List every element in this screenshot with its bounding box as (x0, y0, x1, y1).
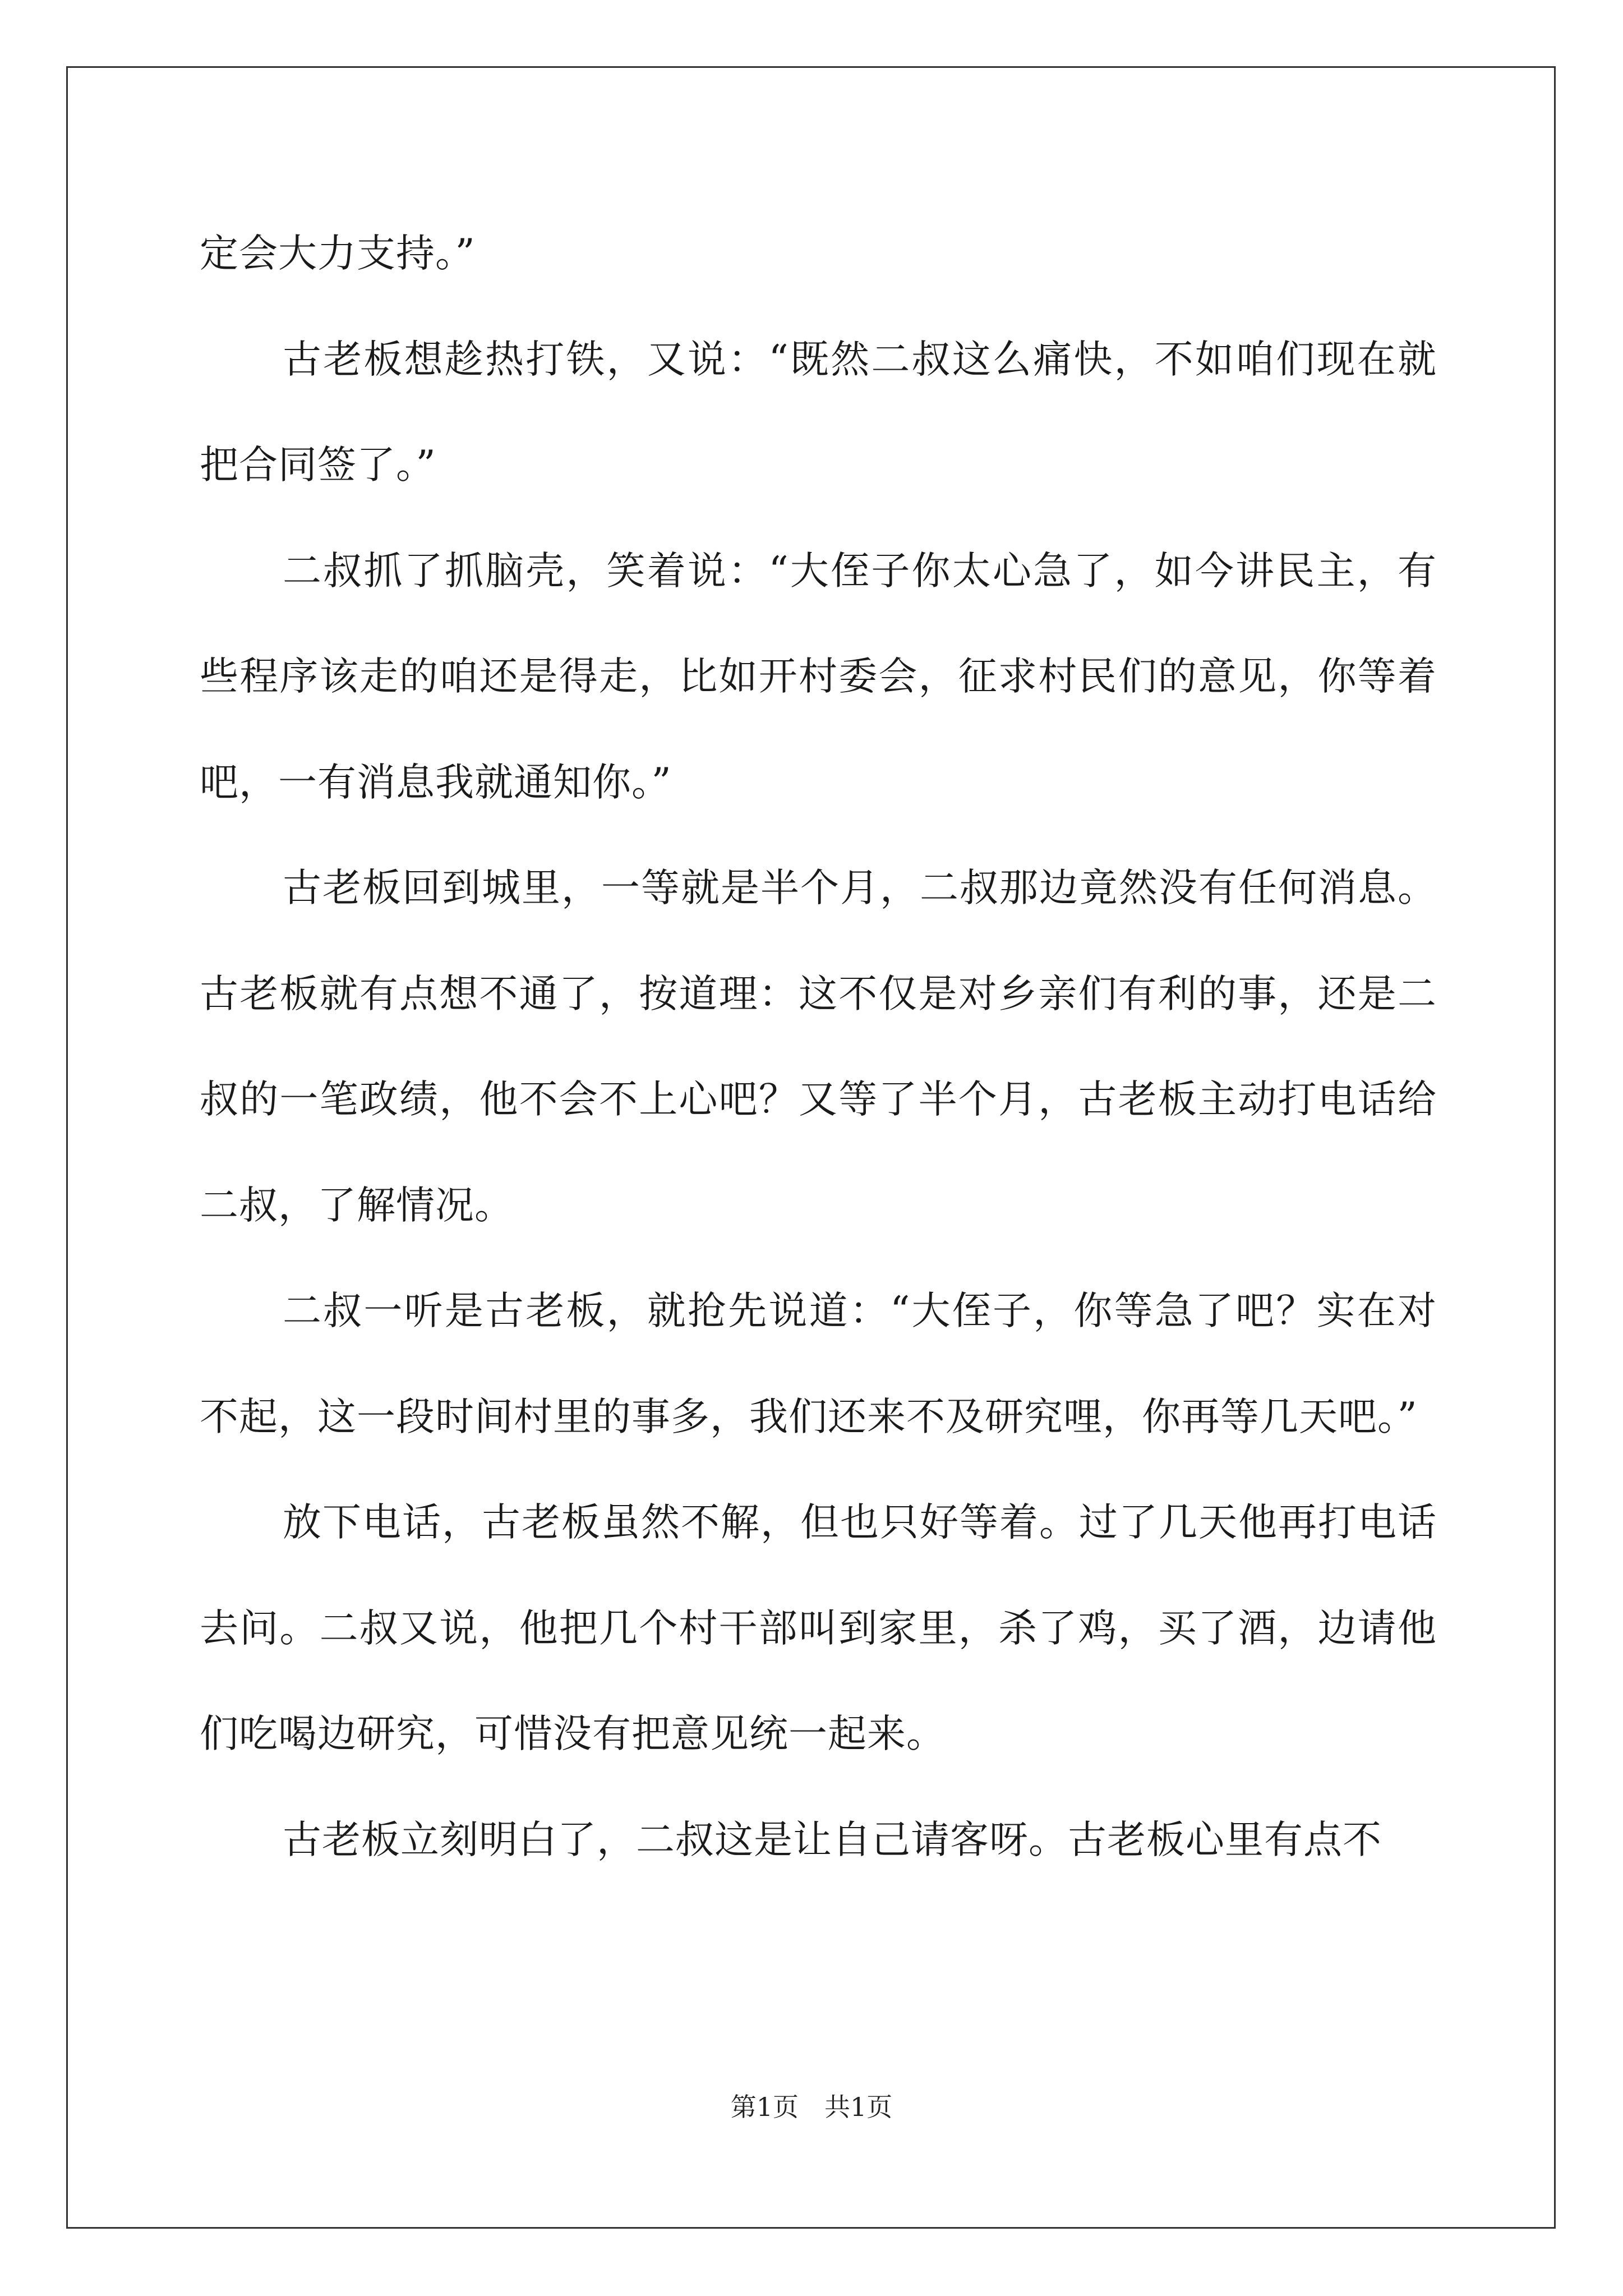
paragraph: 定会大力支持。” (200, 231, 476, 276)
paragraph: 放下电话，古老板虽然不解，但也只好等着。过了几天他再打电话去问。二叔又说，他把几个村干部叫到家里，杀了鸡，买了酒，边请他们吃喝边研究，可惜没有把意见统一起来。 (200, 1500, 1437, 1756)
document-body (200, 201, 1437, 1893)
paragraph: 古老板立刻明白了，二叔这是让自己请客呀。古老板心里有点不 (283, 1817, 1382, 1862)
page-number-label: 第1页 共1页 (730, 2092, 893, 2122)
paragraph: 二叔抓了抓脑壳，笑着说：“大侄子你太心急了，如今讲民主，有些程序该走的咱还是得走，比如开村委会，征求村民们的意见，你等着吧，一有消息我就通知你。” (200, 548, 1437, 805)
page-footer (0, 2087, 1623, 2124)
paragraph: 古老板想趁热打铁，又说：“既然二叔这么痛快，不如咱们现在就把合同签了。” (200, 337, 1437, 487)
paragraph: 二叔一听是古老板，就抢先说道：“大侄子，你等急了吧？实在对不起，这一段时间村里的事多，我们还来不及研究哩，你再等几天吧。” (200, 1289, 1437, 1439)
paragraph: 古老板回到城里，一等就是半个月，二叔那边竟然没有任何消息。古老板就有点想不通了，按道理：这不仅是对乡亲们有利的事，还是二叔的一笔政绩，他不会不上心吧？又等了半个月，古老板主动打电话给二叔，了解情况。 (200, 866, 1437, 1228)
